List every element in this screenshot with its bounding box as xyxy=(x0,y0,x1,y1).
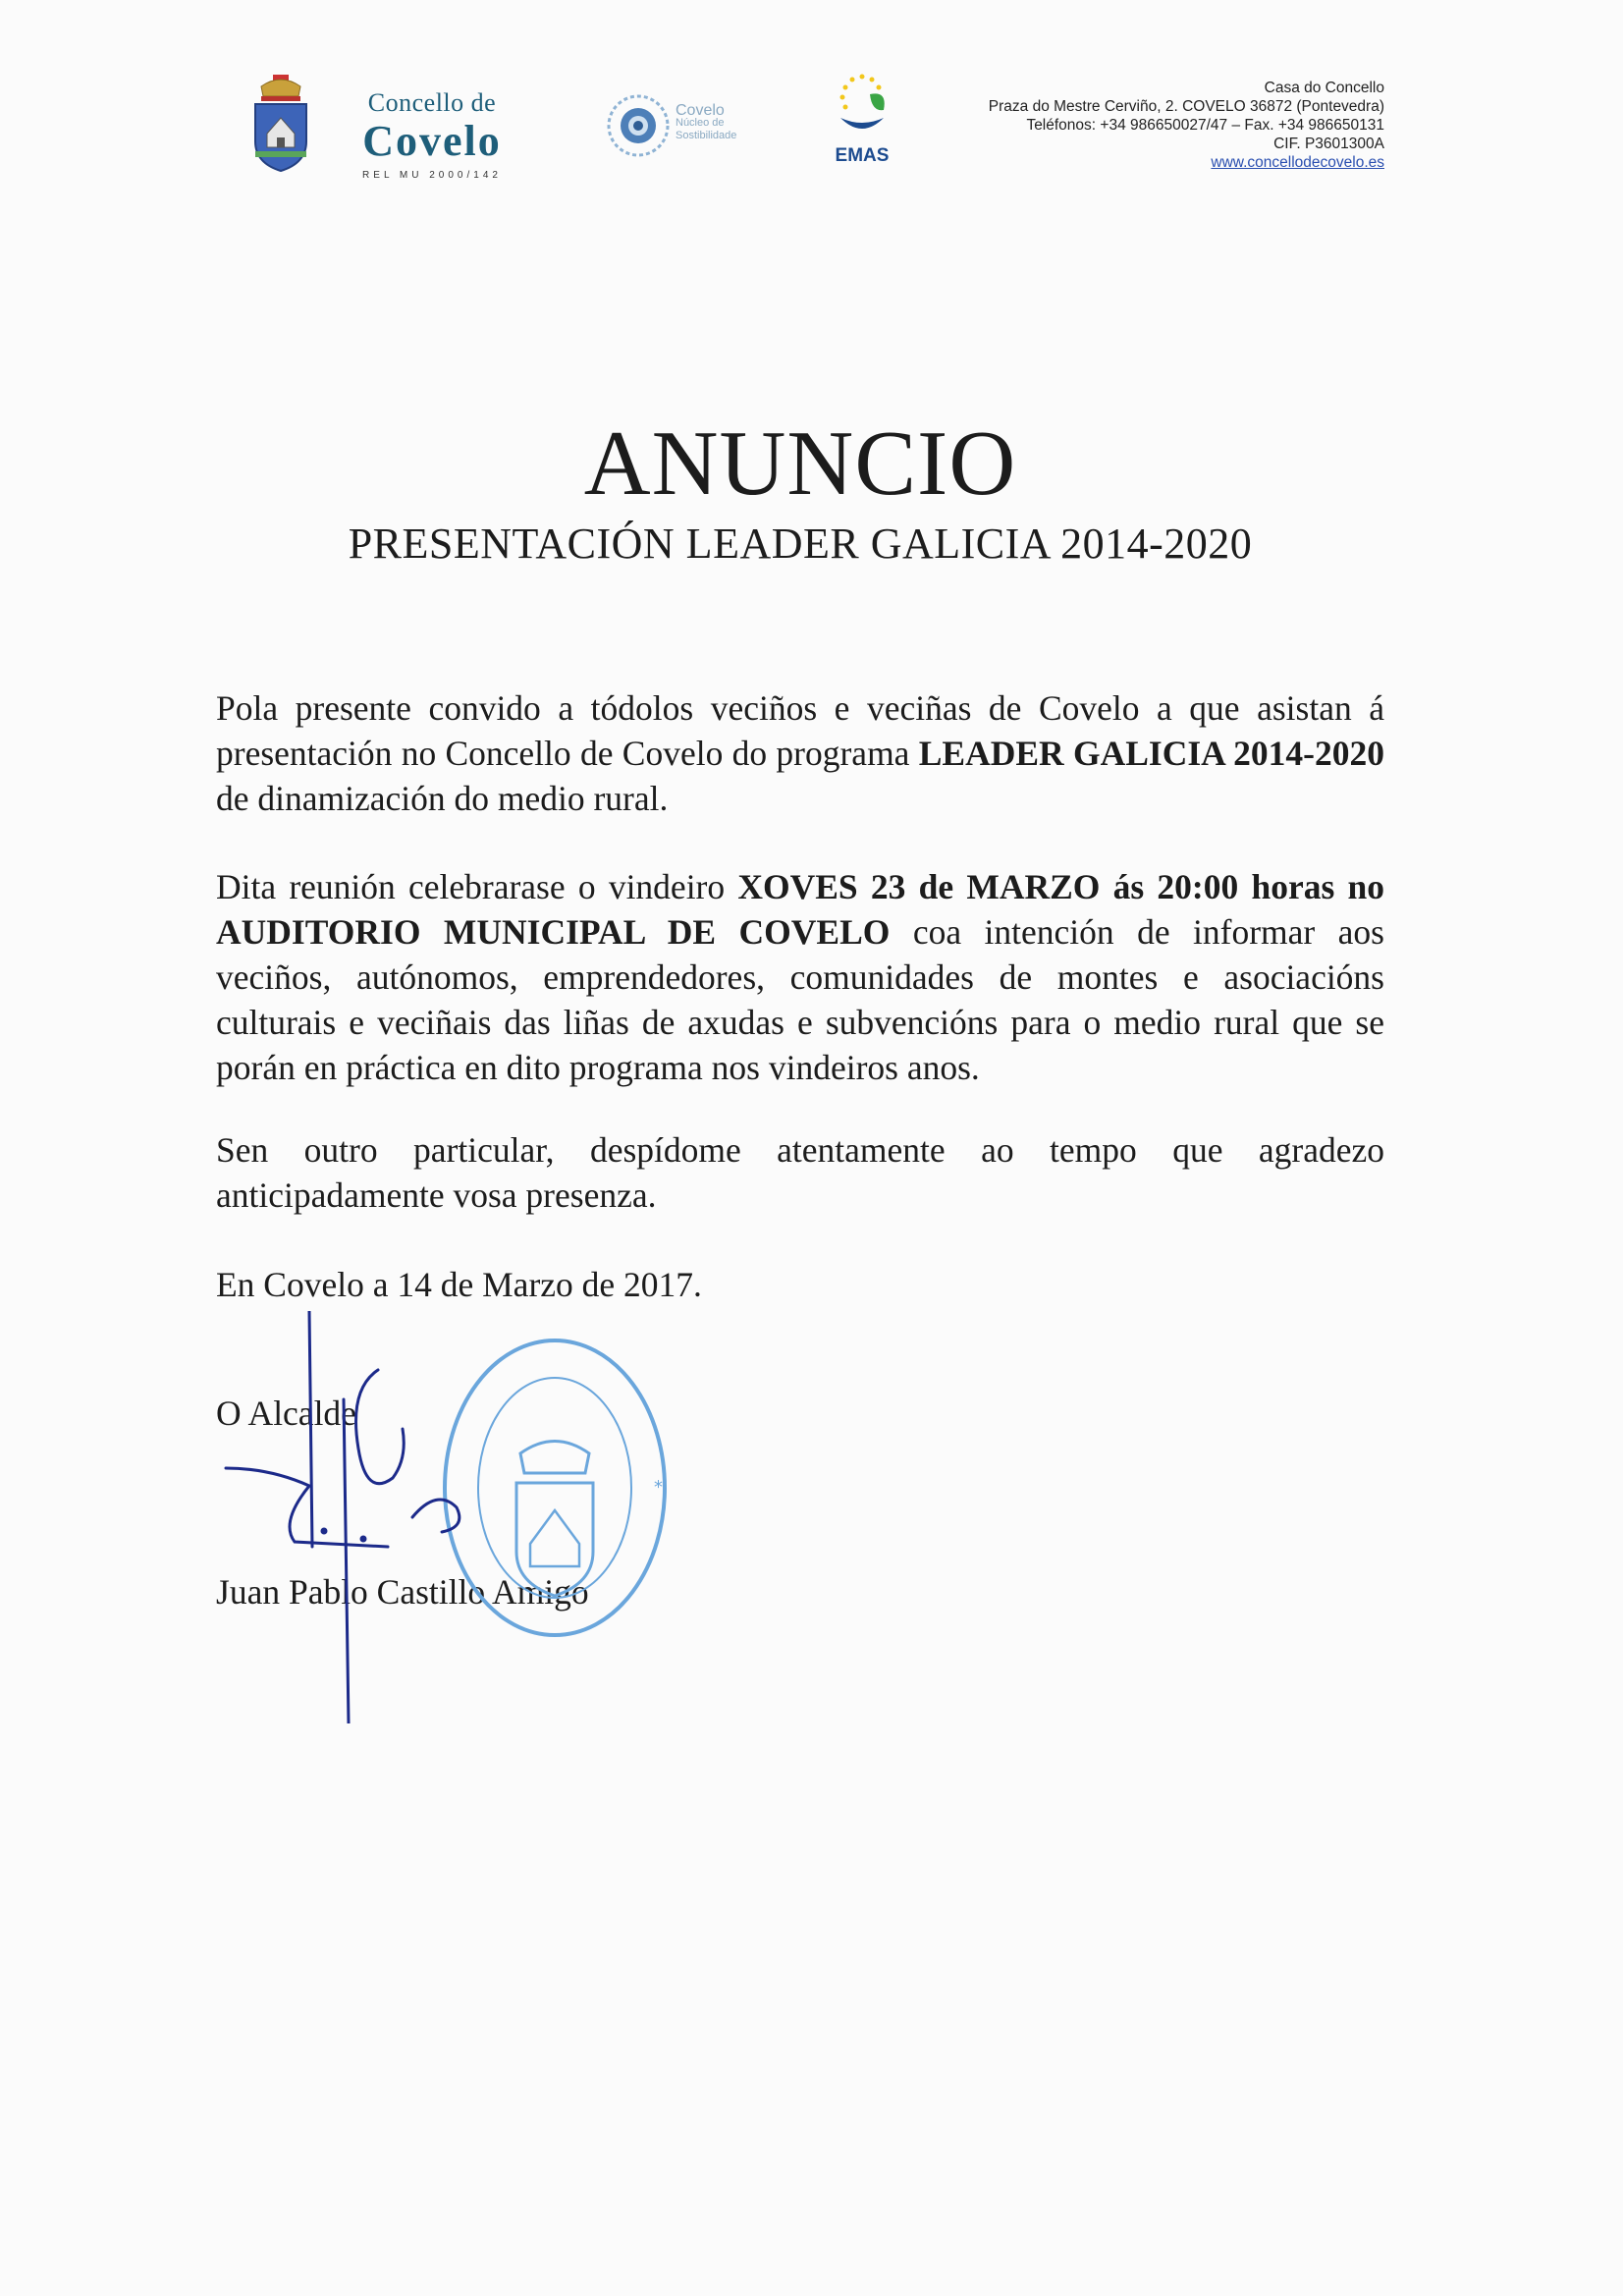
p2-text-c: coa intención de informar aos veciños, autónomos, emprendedores, comunidades de montes e asociacións culturais e veciñais das liñas de axudas e subvencións para o medio rural que se porán en práctica en dito programa nos vindeiros anos. xyxy=(216,912,1384,1087)
brand-line2: Covelo xyxy=(362,117,502,165)
municipal-seal-icon xyxy=(432,1326,677,1650)
emas-logo xyxy=(823,71,901,169)
nucleo-line1: Covelo xyxy=(676,102,725,119)
nucleo-logo xyxy=(601,86,758,165)
nucleo-globe-icon xyxy=(601,86,676,165)
p1-text-c: de dinamización do medio rural. xyxy=(216,779,669,818)
contact-line4: CIF. P3601300A xyxy=(1273,136,1384,152)
nucleo-line2: Núcleo de xyxy=(676,117,725,129)
contact-line2: Praza do Mestre Cerviño, 2. COVELO 36872 (Pontevedra) xyxy=(988,98,1384,115)
signer-role: O Alcalde xyxy=(216,1394,356,1433)
p1-text-b: LEADER GALICIA 2014-2020 xyxy=(918,734,1384,773)
p1-text-a: Pola presente convido a tódolos veciños e veciñas de Covelo a que asistan á presentación no Concello de Covelo do programa xyxy=(216,688,1384,773)
brand-line1: Concello de xyxy=(367,88,497,117)
paragraph-invitation xyxy=(216,685,1384,821)
brand-ref: REL MU 2000/142 xyxy=(362,170,502,181)
nucleo-text xyxy=(676,104,736,142)
emas-label: EMAS xyxy=(835,145,890,166)
signer-name: Juan Pablo Castillo Amigo xyxy=(216,1572,589,1612)
nucleo-line3: Sostibilidade xyxy=(676,130,737,141)
covelo-crest-icon xyxy=(247,73,314,175)
website-link[interactable]: www.concellodecovelo.es xyxy=(1211,154,1384,171)
emas-stars-icon xyxy=(823,71,901,145)
contact-line1: Casa do Concello xyxy=(1264,80,1384,96)
handwritten-signature xyxy=(211,1311,466,1723)
contact-block xyxy=(913,79,1384,172)
p2-text-a: Dita reunión celebrarase o vindeiro xyxy=(216,867,738,906)
page-title: ANUNCIO xyxy=(583,412,1017,515)
paragraph-closing: Sen outro particular, despídome atentamente ao tempo que agradezo anticipadamente vosa presenza. xyxy=(216,1130,1384,1215)
page-subtitle: PRESENTACIÓN LEADER GALICIA 2014-2020 xyxy=(348,519,1253,568)
svg-text:*: * xyxy=(654,1477,663,1498)
p2-text-b: XOVES 23 de MARZO ás 20:00 horas no AUDITORIO MUNICIPAL DE COVELO xyxy=(216,867,1385,952)
paragraph-date: En Covelo a 14 de Marzo de 2017. xyxy=(216,1265,702,1304)
brand-logo xyxy=(349,88,515,181)
paragraph-meeting xyxy=(216,864,1384,1090)
contact-line3: Teléfonos: +34 986650027/47 – Fax. +34 986650131 xyxy=(1026,117,1384,134)
